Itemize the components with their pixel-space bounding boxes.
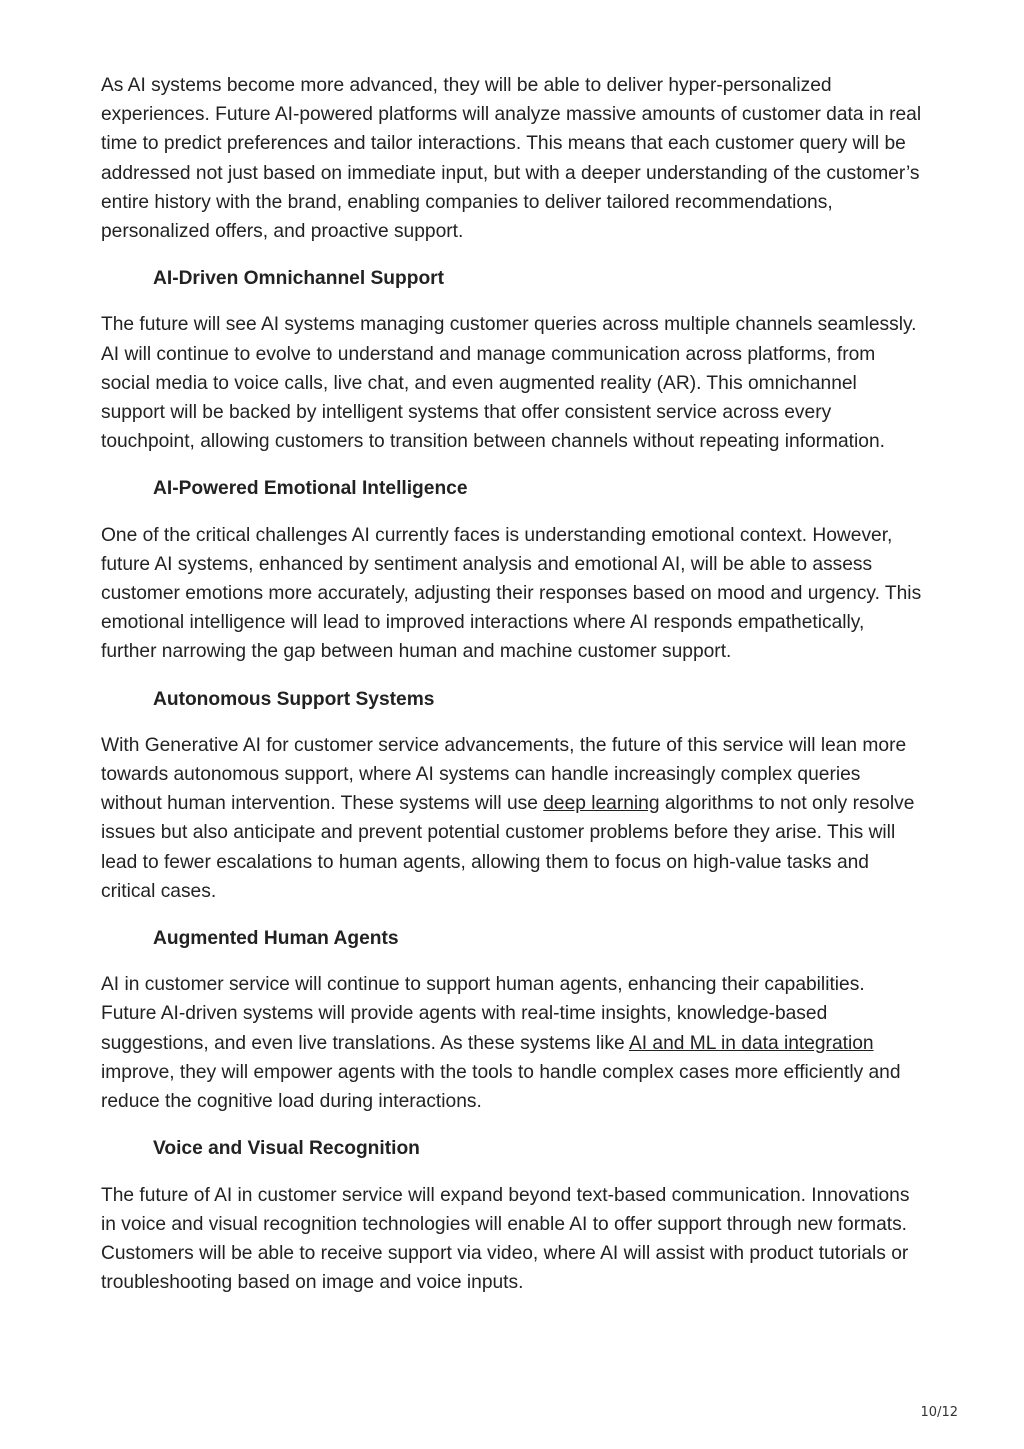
emotional-intelligence-paragraph: One of the critical challenges AI currently faces is understanding emotional context. However, future AI systems, enhanced by sentiment analysis and emotional AI, will be able to assess customer emotions more accurately, adjusting their responses based on mood and urgency. This emotional intelligence will lead to improved interactions where AI responds empathetically, further narrowing the gap between human and machine customer support.: [101, 524, 922, 663]
voice-visual-recognition-paragraph: The future of AI in customer service will expand beyond text-based communication. Innovations in voice and visual recognition technologies will enable AI to offer support through new formats. Customers will be able to receive support via video, where AI will assist with product tutorials or troubleshooting based on image and voice inputs.: [101, 1184, 910, 1294]
omnichannel-support-paragraph: The future will see AI systems managing customer queries across multiple channels seamlessly. AI will continue to evolve to understand and manage communication across platforms, from social media to voice calls, live chat, and even augmented reality (AR). This omnichannel support will be backed by intelligent systems that offer consistent service across every touchpoint, allowing customers to transition between channels without repeating information.: [101, 314, 917, 453]
document-page: [101, 71, 923, 1315]
ai-ml-data-integration-link[interactable]: AI and ML in data integration: [628, 1032, 874, 1054]
heading-omnichannel-support: AI-Driven Omnichannel Support: [153, 268, 445, 290]
autonomous-support-text-before: With Generative AI for customer service advancements, the future of this service will lean more towards autonomous support, where AI systems can handle increasingly complex queries without human intervention. These systems will use: [101, 734, 907, 815]
intro-paragraph: As AI systems become more advanced, they will be able to deliver hyper-personalized experiences. Future AI-powered platforms will analyze massive amounts of customer data in real time to predict preferences and tailor interactions. This means that each customer query will be addressed not just based on immediate input, but with a deeper understanding of the customer’s entire history with the brand, enabling companies to deliver tailored recommendations, personalized offers, and proactive support.: [101, 75, 922, 243]
augmented-agents-text-before: AI in customer service will continue to support human agents, enhancing their capabilities. Future AI-driven systems will provide agents with real-time insights, knowledge-based suggestions, and even live translations. As these systems like: [101, 974, 865, 1054]
heading-augmented-agents: Augmented Human Agents: [153, 928, 399, 950]
autonomous-support-paragraph: [101, 731, 923, 906]
autonomous-support-text-after: algorithms to not only resolve issues but also anticipate and prevent potential customer problems before they arise. This will lead to fewer escalations to human agents, allowing them to focus on high-value tasks and critical cases.: [101, 793, 915, 902]
page-number: 10/12: [920, 1405, 958, 1420]
heading-autonomous-support: Autonomous Support Systems: [153, 688, 435, 710]
heading-emotional-intelligence: AI-Powered Emotional Intelligence: [153, 478, 468, 500]
augmented-agents-text-after: improve, they will empower agents with the tools to handle complex cases more efficiently and reduce the cognitive load during interactions.: [101, 1061, 901, 1113]
deep-learning-link[interactable]: deep learning: [543, 793, 660, 815]
augmented-agents-paragraph: [101, 970, 923, 1116]
heading-voice-visual-recognition: Voice and Visual Recognition: [153, 1138, 420, 1160]
